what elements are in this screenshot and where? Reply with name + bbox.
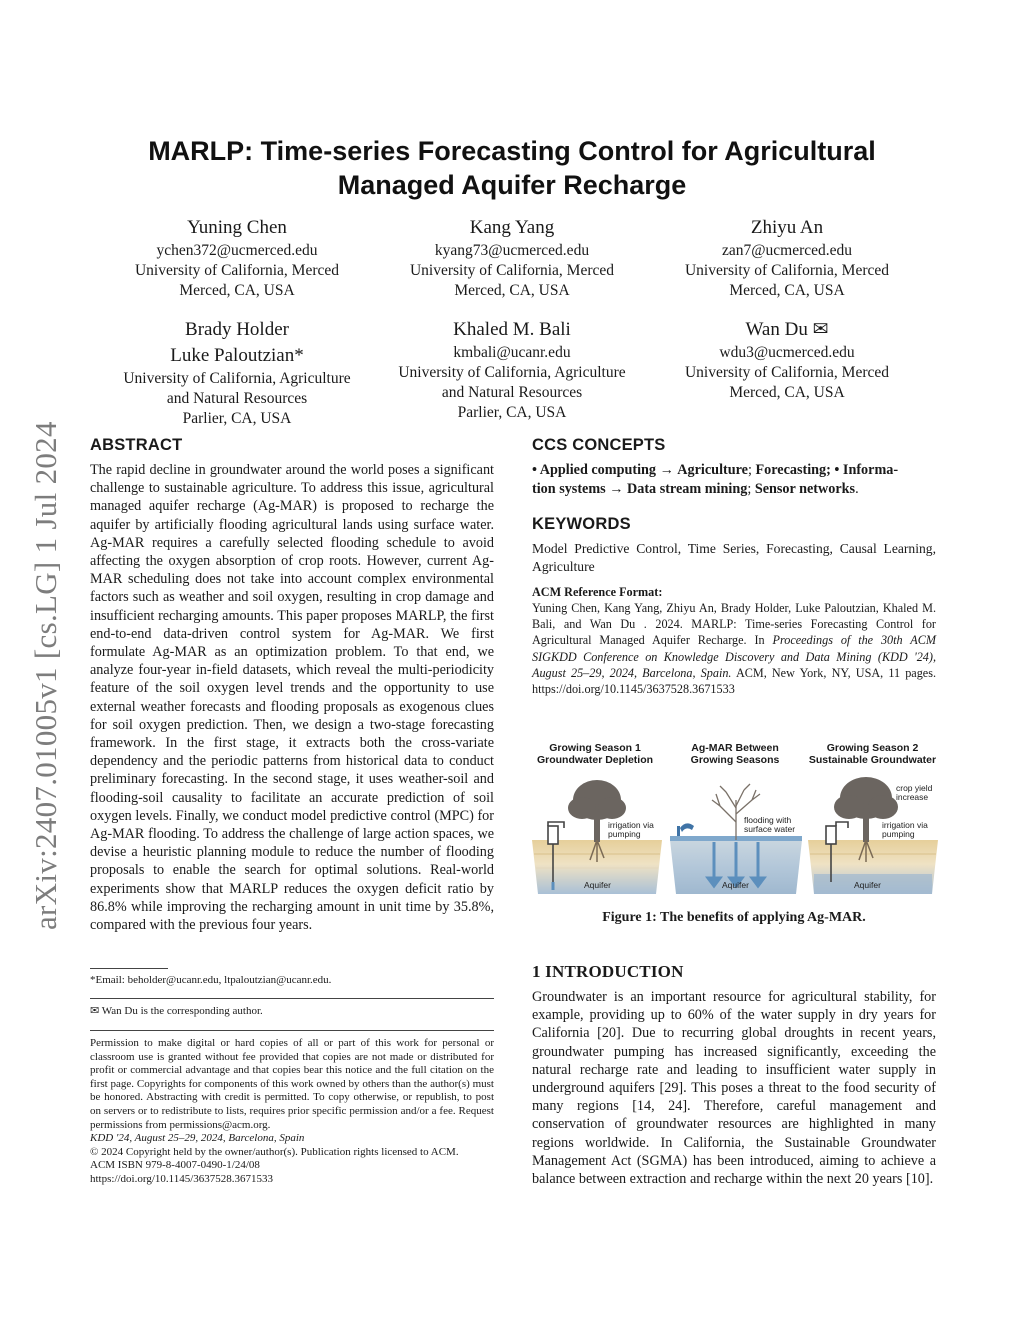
reference-venue: Proceedings of the 30th ACM SIGKDD Conference on Knowledge Discovery and Data Mining (KDD '24), August 25–29, 2024, Barcelona, Spain. [532,633,936,680]
ag-mar-illustration [530,742,940,902]
figure-1 [530,742,940,902]
label-irrigation-1a: irrigation via [608,820,654,830]
permission-copyright: © 2024 Copyright held by the owner/author(s). Publication rights licensed to ACM. [90,1145,459,1158]
author-location: Merced, CA, USA [729,384,845,401]
author-name-2: Luke Paloutzian* [170,345,304,366]
author-affiliation: University of California, Agriculture [398,364,626,381]
paper-title [100,134,924,202]
abstract-text: The rapid decline in groundwater around the world poses a significant challenge to sustainable agriculture. To address this issue, agricultural managed aquifer recharge (Ag-MAR) is proposed to recharge the aquifer by artificially flooding agricultural lands using surface water. Ag-MAR requires a carefully selected flooding schedule to avoid affecting the oxygen absorption of crop roots. However, current Ag-MAR scheduling does not take into account complex environmental factors such as weather and soil oxygen, resulting in crop damage and insufficient recharging amounts. This paper proposes MARLP, the first end-to-end data-driven control system for Ag-MAR. We first formulate Ag-MAR as an optimization problem. To that end, we analyze four-year in-field datasets, which reveal the multi-periodicity feature of the soil oxygen level trends and the opportunity to use external weather forecasts and flooding proposals as exogenous clues for soil oxygen prediction. Then, we design a two-stage forecasting framework. In the first stage, it extracts both the cross-variate dependency and the periodic patterns from historical data to conduct preliminary forecasting. In the second stage, it uses weather-soil and flooding-soil causality to facilitate an accurate prediction of soil oxygen levels. Finally, we conduct model predictive control (MPC) for Ag-MAR flooding. To address the challenge of large action spaces, we devise a heuristic planning module to reduce the number of flooding proposals to enable the search for optimal solutions. Real-world experiments show that MARLP reduces the oxygen deficit ratio by 86.8% while improving the recharging amount in unit time by 35.8%, compared with the previous four years. [90,462,494,934]
author-block-3 [647,215,927,301]
author-location: Parlier, CA, USA [182,410,292,427]
ccs-heading: CCS CONCEPTS [532,436,666,454]
author-location: Merced, CA, USA [179,282,295,299]
footnotes [90,968,494,1018]
keywords-heading: KEYWORDS [532,515,631,533]
introduction-heading: 1 INTRODUCTION [532,962,684,981]
ccs-term: ; • Informa- [826,462,899,478]
ccs-arrow: → [656,462,678,478]
author-name: Wan Du ✉ [745,319,829,340]
permission-doi: https://doi.org/10.1145/3637528.3671533 [90,1172,274,1185]
panel-title-line: Growing Season 2 [826,742,919,754]
introduction-text: Groundwater is an important resource for agricultural stability, for example, providing up to 60% of the water supply in dry years for California [20]. Due to recurring global droughts in recent years, groundwater pumping has increased significantly, exceeding the natural recharge rate and leading to insufficient water supply in underground aquifers [29]. This poses a threat to the food security of many regions [14, 24]. Therefore, careful management and conservation of groundwater resources are highlighted in many regions worldwide. In California, the Sustainable Groundwater Management Act (SGMA) has been introduced, aiming to achieve a balance between extraction and recharge within the next 20 years [10]. [532,989,936,1188]
figure-caption: Figure 1: The benefits of applying Ag-MAR. [602,910,866,925]
author-affiliation: University of California, Merced [409,262,615,279]
ccs-sep: ; [747,462,756,478]
introduction-section [532,962,936,1188]
panel-title-line: Ag-MAR Between [691,742,779,754]
author-email: wdu3@ucmerced.edu [719,344,855,361]
author-affiliation: University of California, Merced [684,262,890,279]
permission-rule [90,1030,494,1031]
reference-citation: Yuning Chen, Kang Yang, Zhiyu An, Brady Holder, Luke Paloutzian, Khaled M. Bali, and Wan Du . 2024. MARLP: Time-series Forecasting Control for Agricultural Managed Aquifer Recharge. In [532,601,936,648]
arxiv-identifier: arXiv:2407.01005v1 [cs.LG] 1 Jul 2024 [28,421,63,930]
author-location: Parlier, CA, USA [457,404,567,421]
panel-title-line: Growing Season 1 [549,742,641,754]
ccs-term: Forecasting [755,462,827,478]
author-email: zan7@ucmerced.edu [721,242,853,259]
author-location: Merced, CA, USA [729,282,845,299]
reference-doi: ACM, New York, NY, USA, 11 pages. https://doi.org/10.1145/3637528.3671533 [532,665,936,697]
abstract-heading: ABSTRACT [90,436,183,454]
ccs-term: tion systems [532,480,606,497]
label-irrigation-1b: pumping [608,829,641,839]
footnote-corresponding: ✉ Wan Du is the corresponding author. [90,1004,263,1017]
ccs-arrow: → [605,480,627,497]
ccs-term: Sensor networks [754,480,856,497]
panel-title-line: Growing Seasons [690,754,780,766]
label-crop-a: crop yield [896,783,933,793]
permission-text: Permission to make digital or hard copies of all or part of this work for personal or classroom use is granted without fee provided that copies are not made or distributed for profit or commercial advantage and that copies bear this notice and the full citation on the first page. Copyrights for components of this work owned by others than the author(s) must be honored. Abstracting with credit is permitted. To copy otherwise, or republish, to post on servers or to redistribute to lists, requires prior specific permission and/or a fee. Request permissions from permissions@acm.org. [90,1037,494,1131]
reference-text [532,600,936,697]
author-affiliation: University of California, Agriculture [123,370,351,387]
reference-heading: ACM Reference Format: [532,585,663,599]
author-affiliation-2: and Natural Resources [441,384,583,401]
author-affiliation: University of California, Merced [134,262,340,279]
abstract-section [90,436,494,934]
label-irrigation-2a: irrigation via [882,820,928,830]
author-name: Yuning Chen [187,217,287,238]
title-line-1: MARLP: Time-series Forecasting Control for Agricultural [148,136,876,166]
keywords-text: Model Predictive Control, Time Series, Forecasting, Causal Learning, Agriculture [532,541,936,575]
author-affiliation-2: and Natural Resources [166,390,308,407]
label-flooding-b: surface water [744,824,796,834]
author-email: kmbali@ucanr.edu [453,344,571,361]
author-name: Kang Yang [469,217,555,238]
author-block-1 [97,215,377,301]
permission-block [90,1030,494,1187]
ccs-sep: . [855,480,859,497]
author-email: kyang73@ucmerced.edu [434,242,590,259]
author-location: Merced, CA, USA [454,282,570,299]
author-name: Brady Holder [185,319,289,340]
author-affiliation: University of California, Merced [684,364,890,381]
permission-venue: KDD '24, August 25–29, 2024, Barcelona, Spain [90,1132,305,1145]
label-flooding-a: flooding with [744,815,792,825]
author-email: ychen372@ucmerced.edu [156,242,318,259]
panel-title-line: Sustainable Groundwater [808,754,937,766]
author-block-6 [647,317,927,403]
author-name: Khaled M. Bali [453,319,571,340]
footnote-email: *Email: beholder@ucanr.edu, ltpaloutzian@ucanr.edu. [90,974,332,986]
label-irrigation-2b: pumping [882,829,915,839]
label-crop-b: increase [896,792,929,802]
footnote-divider [90,998,494,999]
keywords-section [532,515,936,576]
author-block-2 [372,215,652,301]
ccs-concepts [532,461,936,498]
ccs-term: Agriculture [677,462,748,478]
ccs-term: Data stream mining [626,480,748,497]
water-inlet-icon [677,823,694,836]
ccs-section [532,436,936,498]
reference-format [532,584,936,697]
permission-isbn: ACM ISBN 979-8-4007-0490-1/24/08 [90,1159,260,1172]
label-aquifer-2: Aquifer [722,880,749,890]
panel-title-line: Groundwater Depletion [536,754,654,766]
footnote-rule [90,968,168,969]
label-aquifer-1: Aquifer [584,880,611,890]
author-name: Zhiyu An [750,217,824,238]
label-aquifer-3: Aquifer [854,880,881,890]
title-line-2: Managed Aquifer Recharge [337,170,687,200]
author-block-5 [372,317,652,423]
ccs-sep: ; [747,480,755,497]
ccs-term: • Applied computing [532,462,657,478]
author-block-4 [97,317,377,429]
